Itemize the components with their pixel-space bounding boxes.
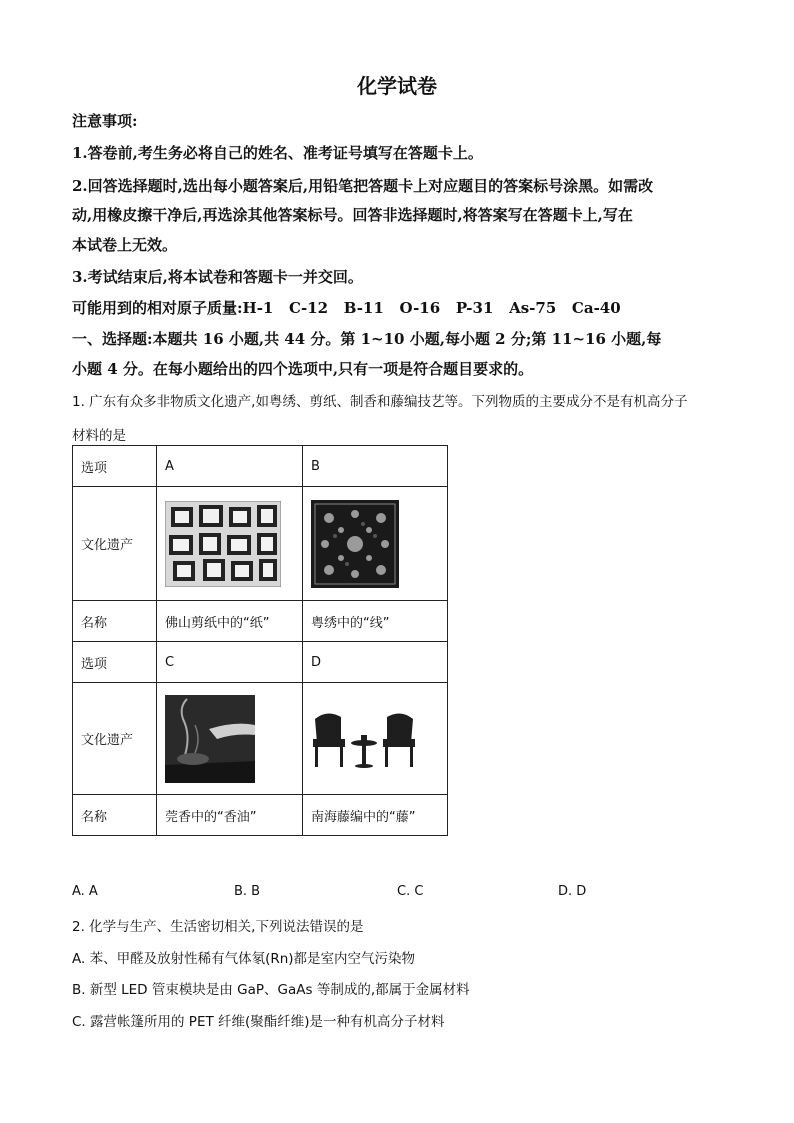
q2-option-a: A. 苯、甲醛及放射性稀有气体氡(Rn)都是室内空气污染物 [72,951,416,967]
table-row [73,642,448,683]
table-row [73,601,448,642]
notice-item-2-end: 本试卷上无效。 [72,236,178,254]
table-cell [303,487,448,601]
answer-option-d: D. D [558,884,587,899]
table-row [73,795,448,836]
q1-stem: 1. 广东有众多非物质文化遗产,如粤绣、剪纸、制香和藤编技艺等。下列物质的主要成分不是有机高分子 [72,394,688,410]
table-row [73,446,448,487]
page-title: 化学试卷 [357,74,437,98]
q1-stem-cont: 材料的是 [72,428,126,444]
table-cell [157,683,303,795]
table-cell: 莞香中的“香油” [157,795,303,836]
table-cell [303,683,448,795]
table-cell: B [303,446,448,487]
table-cell: 名称 [73,601,157,642]
answer-option-a: A. A [72,884,98,899]
q2-option-b: B. 新型 LED 管束模块是由 GaP、GaAs 等制成的,都属于金属材料 [72,982,470,998]
atomic-masses: 可能用到的相对原子质量:H-1 C-12 B-11 O-16 P-31 As-75 Ca-40 [72,299,621,317]
table-cell: 文化遗产 [73,683,157,795]
table-row [73,487,448,601]
table-cell: 佛山剪纸中的“纸” [157,601,303,642]
q1-options-table [72,445,448,836]
table-cell: 文化遗产 [73,487,157,601]
table-cell: A [157,446,303,487]
answer-option-b: B. B [234,884,261,899]
notice-item-2: 2.回答选择题时,选出每小题答案后,用铅笔把答题卡上对应题目的答案标号涂黑。如需改 [72,177,654,195]
table-cell: 粤绣中的“线” [303,601,448,642]
section-heading-1: 一、选择题:本题共 16 小题,共 44 分。第 1~10 小题,每小题 2 分;第 11~16 小题,每 [72,330,662,348]
answer-option-c: C. C [397,884,424,899]
incense-image [165,695,255,783]
papercut-frames-image [165,501,281,587]
notice-heading: 注意事项: [72,112,138,130]
notice-item-1: 1.答卷前,考生务必将自己的姓名、准考证号填写在答题卡上。 [72,144,483,162]
embroidery-image [311,500,399,588]
table-cell: 选项 [73,446,157,487]
table-cell: 南海藤编中的“藤” [303,795,448,836]
section-heading-2: 小题 4 分。在每小题给出的四个选项中,只有一项是符合题目要求的。 [72,360,534,378]
rattan-chairs-image [311,709,417,769]
q2-stem: 2. 化学与生产、生活密切相关,下列说法错误的是 [72,919,364,935]
q2-option-c: C. 露营帐篷所用的 PET 纤维(聚酯纤维)是一种有机高分子材料 [72,1014,445,1030]
notice-item-2-cont: 动,用橡皮擦干净后,再选涂其他答案标号。回答非选择题时,将答案写在答题卡上,写在 [72,206,633,224]
table-cell: 名称 [73,795,157,836]
table-cell: D [303,642,448,683]
table-cell: 选项 [73,642,157,683]
table-row [73,683,448,795]
notice-item-3: 3.考试结束后,将本试卷和答题卡一并交回。 [72,268,363,286]
table-cell: C [157,642,303,683]
table-cell [157,487,303,601]
